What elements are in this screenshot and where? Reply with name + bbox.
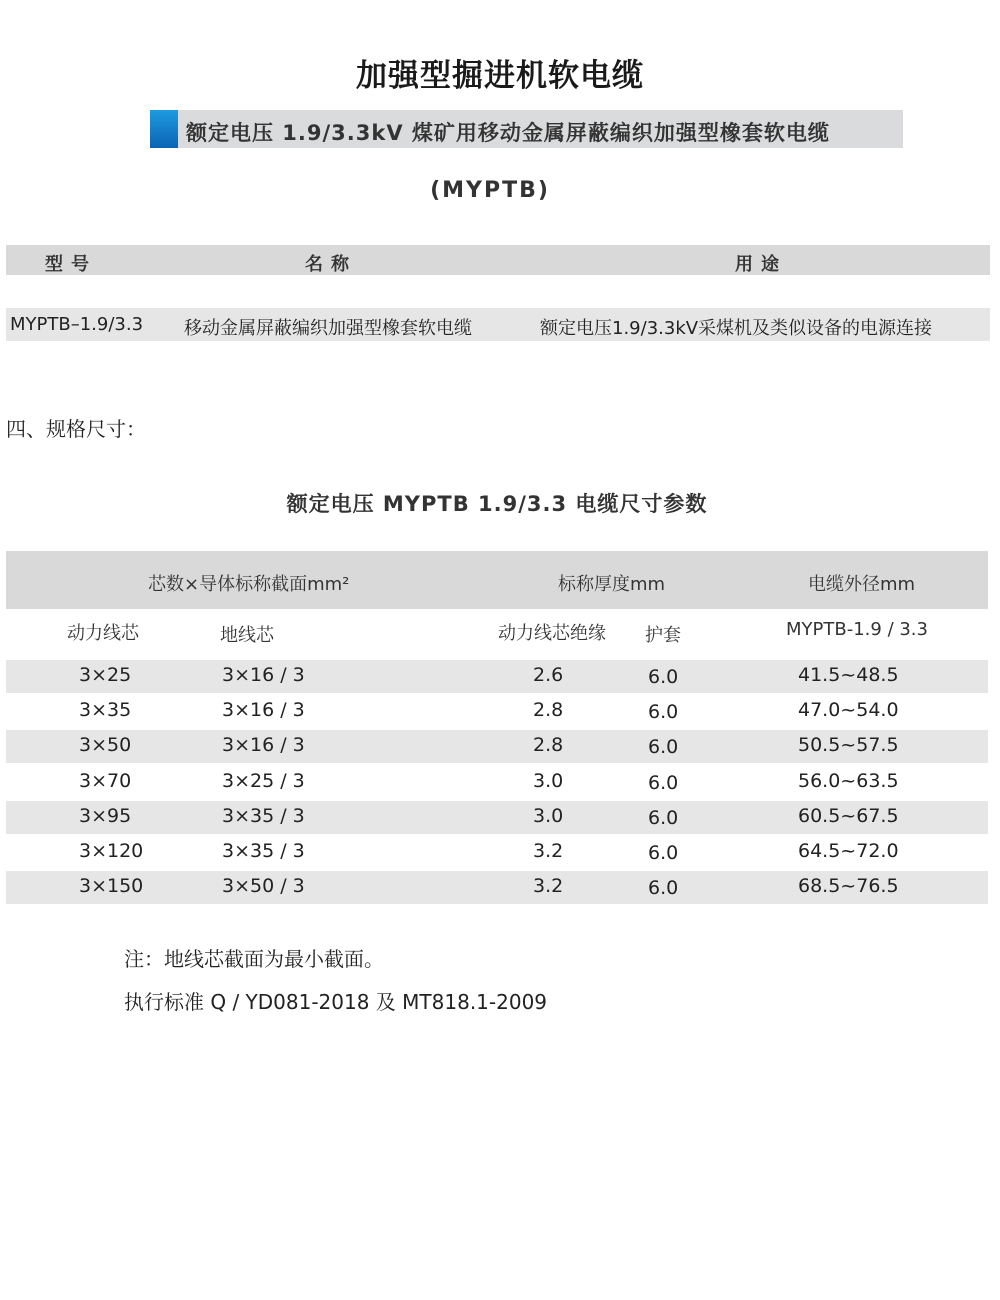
table-cell-power-core: 3×25 (79, 664, 132, 686)
table-cell-sheath: 6.0 (648, 701, 679, 724)
section-heading: 四、规格尺寸： (6, 417, 146, 441)
table-cell-insulation: 2.8 (533, 699, 564, 722)
table-cell-ground-core: 3×25 / 3 (222, 769, 305, 792)
table-cell-outer-diameter: 60.5~67.5 (798, 804, 899, 827)
table-cell-outer-diameter: 68.5~76.5 (798, 875, 899, 898)
subtitle-accent-block (150, 110, 178, 148)
table-cell-outer-diameter: 64.5~72.0 (798, 840, 899, 862)
table-cell-insulation: 3.0 (533, 769, 564, 792)
table-cell-ground-core: 3×16 / 3 (222, 699, 305, 722)
spec-header-cross-section: 芯数×导体标称截面mm² (148, 574, 350, 595)
page-title: 加强型掘进机软电缆 (356, 58, 644, 94)
table-cell-power-core: 3×35 (79, 699, 132, 722)
table-cell-insulation: 2.6 (533, 664, 564, 686)
info-header-name: 名称 (305, 254, 357, 275)
table-cell-power-core: 3×120 (79, 840, 144, 862)
spec-subheader-power-core: 动力线芯 (67, 623, 139, 644)
table-cell-ground-core: 3×35 / 3 (222, 840, 305, 862)
spec-subheader-sheath: 护套 (645, 625, 681, 646)
info-header-model: 型号 (45, 254, 97, 275)
table-cell-outer-diameter: 41.5~48.5 (798, 664, 899, 686)
table-cell-ground-core: 3×50 / 3 (222, 875, 305, 898)
info-header-usage: 用途 (735, 254, 787, 275)
spec-table-title: 额定电压 MYPTB 1.9/3.3 电缆尺寸参数 (286, 492, 708, 516)
table-cell-insulation: 3.2 (533, 875, 564, 898)
table-cell-ground-core: 3×35 / 3 (222, 804, 305, 827)
table-cell-insulation: 3.2 (533, 840, 564, 862)
table-cell-power-core: 3×70 (79, 769, 132, 792)
note-ground-core: 注：地线芯截面为最小截面。 (124, 947, 384, 971)
table-cell-sheath: 6.0 (648, 771, 679, 794)
table-cell-sheath: 6.0 (648, 842, 679, 864)
table-cell-insulation: 2.8 (533, 734, 564, 757)
note-standard: 执行标准 Q / YD081-2018 及 MT818.1-2009 (124, 990, 548, 1014)
info-table-header-bar (6, 245, 990, 275)
info-cell-name: 移动金属屏蔽编织加强型橡套软电缆 (184, 318, 472, 339)
info-cell-model: MYPTB–1.9/3.3 (10, 314, 144, 335)
table-cell-power-core: 3×150 (79, 875, 144, 898)
spec-header-thickness: 标称厚度mm (558, 574, 666, 595)
table-cell-outer-diameter: 50.5~57.5 (798, 734, 899, 757)
spec-header-diameter: 电缆外径mm (808, 574, 916, 595)
spec-subheader-ground-core: 地线芯 (220, 625, 274, 646)
info-cell-usage: 额定电压1.9/3.3kV采煤机及类似设备的电源连接 (540, 318, 933, 339)
table-cell-power-core: 3×95 (79, 804, 132, 827)
table-cell-outer-diameter: 47.0~54.0 (798, 699, 899, 722)
table-cell-sheath: 6.0 (648, 806, 679, 829)
table-cell-sheath: 6.0 (648, 666, 679, 688)
table-cell-ground-core: 3×16 / 3 (222, 664, 305, 686)
spec-subheader-model: MYPTB-1.9 / 3.3 (786, 619, 928, 640)
table-cell-ground-core: 3×16 / 3 (222, 734, 305, 757)
table-cell-sheath: 6.0 (648, 736, 679, 759)
spec-subheader-insulation: 动力线芯绝缘 (498, 623, 606, 644)
subtitle-text: 额定电压 1.9/3.3kV 煤矿用移动金属屏蔽编织加强型橡套软电缆 (186, 121, 830, 145)
table-cell-insulation: 3.0 (533, 804, 564, 827)
table-cell-power-core: 3×50 (79, 734, 132, 757)
table-cell-sheath: 6.0 (648, 877, 679, 900)
table-cell-outer-diameter: 56.0~63.5 (798, 769, 899, 792)
model-code: (MYPTB) (430, 178, 550, 203)
